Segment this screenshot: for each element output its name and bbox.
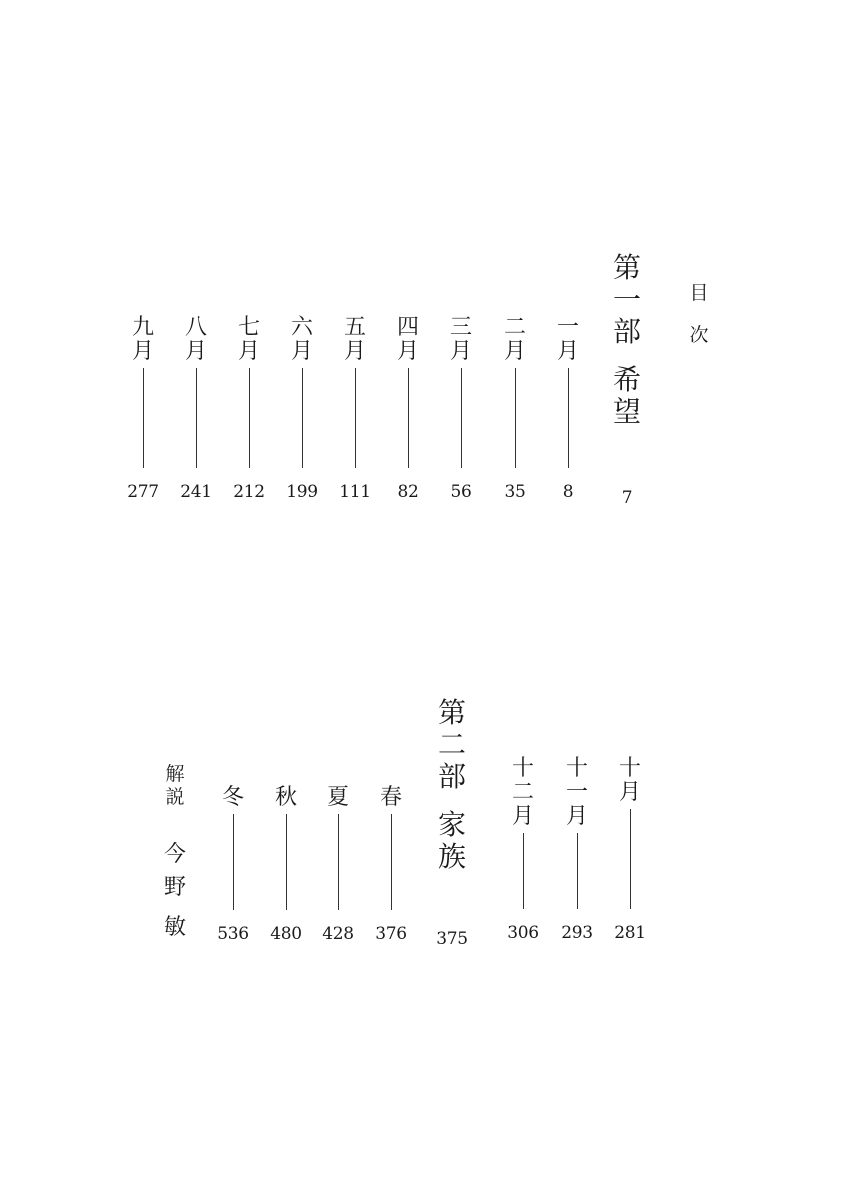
part-label-char: 第 — [437, 696, 466, 729]
part-title-char: 家 — [437, 808, 466, 841]
toc-entry — [608, 757, 652, 943]
leader-rule — [143, 368, 144, 468]
toc-entry — [211, 786, 255, 944]
page-number: 212 — [233, 482, 265, 502]
leader-rule — [302, 368, 303, 468]
toc-entry — [501, 757, 545, 943]
contents-heading-char: 次 — [689, 324, 709, 346]
chapter-label-char: 四 — [396, 315, 419, 340]
leader-rule — [461, 368, 462, 468]
chapter-label-char: 月 — [396, 339, 419, 364]
chapter-label-char: 月 — [449, 339, 472, 364]
chapter-label-char: 月 — [184, 339, 207, 364]
leader-rule — [355, 368, 356, 468]
chapter-label-char: 月 — [290, 339, 313, 364]
page-number: 7 — [621, 488, 633, 508]
chapter-label-char: 二 — [511, 780, 534, 805]
commentary-label-char: 解 — [165, 763, 185, 785]
leader-rule — [196, 368, 197, 468]
toc-entry — [555, 757, 599, 943]
chapter-label-char: 九 — [131, 315, 154, 340]
leader-rule — [249, 368, 250, 468]
toc-entry — [174, 316, 218, 502]
chapter-label-char: 月 — [503, 339, 526, 364]
leader-rule — [568, 368, 569, 468]
part-title-char: 望 — [612, 395, 641, 428]
chapter-label-char: 月 — [565, 804, 588, 829]
leader-rule — [233, 814, 234, 910]
chapter-label-char: 夏 — [326, 785, 349, 810]
leader-rule — [630, 809, 631, 909]
part-title-char: 希 — [612, 363, 641, 396]
chapter-label-char: 十 — [618, 756, 641, 781]
part-label-char: 二 — [437, 728, 466, 761]
page-number: 241 — [180, 482, 212, 502]
part-label-char: 一 — [612, 283, 641, 316]
page-number: 281 — [614, 923, 646, 943]
commentary-label-char: 説 — [165, 786, 185, 808]
commentary-author-char: 今 — [163, 842, 186, 867]
chapter-label-char: 一 — [556, 315, 579, 340]
page-number: 8 — [562, 482, 574, 502]
page-number: 56 — [450, 482, 472, 502]
page-number: 376 — [375, 924, 407, 944]
page-number: 199 — [286, 482, 318, 502]
page-number: 111 — [339, 482, 371, 502]
toc-entry — [316, 786, 360, 944]
page-number: 35 — [504, 482, 526, 502]
toc-entry — [227, 316, 271, 502]
part-label-char: 第 — [612, 251, 641, 284]
chapter-label-char: 月 — [511, 804, 534, 829]
page-number: 82 — [397, 482, 419, 502]
chapter-label-char: 十 — [511, 756, 534, 781]
page-number: 536 — [217, 924, 249, 944]
part2-heading — [430, 697, 474, 949]
part-label-char: 部 — [612, 315, 641, 348]
chapter-label-char: 月 — [237, 339, 260, 364]
toc-entry — [439, 316, 483, 502]
chapter-label-char: 春 — [379, 785, 402, 810]
leader-rule — [515, 368, 516, 468]
chapter-label-char: 二 — [503, 315, 526, 340]
chapter-label-char: 五 — [343, 315, 366, 340]
chapter-label-char: 月 — [343, 339, 366, 364]
commentary-entry — [153, 763, 197, 940]
page-number: 306 — [507, 923, 539, 943]
toc-entry — [121, 316, 165, 502]
part-label-char: 部 — [437, 760, 466, 793]
toc-entry — [264, 786, 308, 944]
leader-rule — [408, 368, 409, 468]
chapter-label-char: 十 — [565, 756, 588, 781]
chapter-label-char: 八 — [184, 315, 207, 340]
chapter-label-char: 月 — [131, 339, 154, 364]
leader-rule — [286, 814, 287, 910]
toc-entry — [280, 316, 324, 502]
chapter-label-char: 秋 — [274, 785, 297, 810]
part-title-char: 族 — [437, 840, 466, 873]
part1-heading — [605, 252, 649, 508]
leader-rule — [577, 833, 578, 909]
leader-rule — [391, 814, 392, 910]
contents-heading-char: 目 — [689, 282, 709, 304]
leader-rule — [523, 833, 524, 909]
toc-entry — [546, 316, 590, 502]
toc-entry — [386, 316, 430, 502]
chapter-label-char: 月 — [556, 339, 579, 364]
chapter-label-char: 一 — [565, 780, 588, 805]
chapter-label-char: 六 — [290, 315, 313, 340]
chapter-label-char: 三 — [449, 315, 472, 340]
page-number: 277 — [127, 482, 159, 502]
toc-entry — [333, 316, 377, 502]
commentary-author-char: 敏 — [163, 915, 186, 940]
commentary-author-char: 野 — [163, 875, 186, 900]
leader-rule — [338, 814, 339, 910]
chapter-label-char: 冬 — [221, 785, 244, 810]
page-number: 293 — [561, 923, 593, 943]
page-number: 428 — [322, 924, 354, 944]
chapter-label-char: 月 — [618, 780, 641, 805]
toc-entry — [369, 786, 413, 944]
page-number: 375 — [436, 929, 468, 949]
page-number: 480 — [270, 924, 302, 944]
chapter-label-char: 七 — [237, 315, 260, 340]
contents-heading — [677, 282, 721, 347]
toc-entry — [493, 316, 537, 502]
